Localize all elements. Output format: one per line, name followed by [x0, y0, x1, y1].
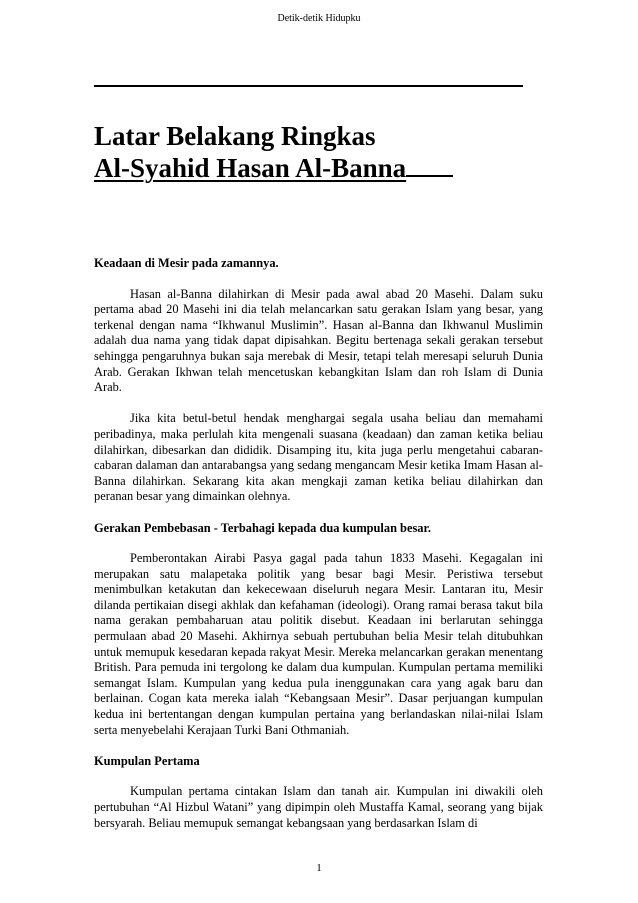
title-trailing-rule: [406, 155, 453, 177]
title-line-2: [94, 152, 453, 184]
paragraph: Kumpulan pertama cintakan Islam dan tanah air. Kumpulan ini diwakili oleh pertubuhan “Al Hizbul Watani” yang dipimpin oleh Mustaffa Kamal, seorang yang bijak bersyarah. Beliau memupuk semangat kebangsaan yang berdasarkan Islam di: [94, 784, 543, 830]
page-title: [94, 120, 453, 184]
page-number: 1: [316, 862, 322, 874]
title-top-rule: [94, 85, 523, 87]
section-heading-kumpulan-pertama: Kumpulan Pertama: [94, 753, 200, 768]
title-line-1: Latar Belakang Ringkas: [94, 121, 376, 151]
running-header: Detik-detik Hidupku: [277, 13, 361, 24]
paragraph: Hasan al-Banna dilahirkan di Mesir pada awal abad 20 Masehi. Dalam suku pertama abad 20 Masehi ini dia telah melancarkan satu gerakan Islam yang besar, yang terkenal dengan nama “Ikhwanul Muslimin”. Hasan al-Banna dan Ikhwanul Muslimin adalah dua nama yang tidak dapat dipisahkan. Begitu bertenaga sekali gerakan tersebut sehingga pengaruhnya bukan saja merebak di Mesir, tetapi telah meresapi seluruh Dunia Arab. Gerakan Ikhwan telah mencetuskan kebangkitan Islam dan roh Islam di Dunia Arab.: [94, 286, 543, 395]
section-heading-keadaan: Keadaan di Mesir pada zamannya.: [94, 256, 279, 270]
paragraph: Pemberontakan Airabi Pasya gagal pada tahun 1833 Masehi. Kegagalan ini merupakan satu malapetaka politik yang besar bagi Mesir. Peristiwa tersebut menimbulkan ketakutan dan kekecewaan diseluruh negara Mesir. Lantaran itu, Mesir dilanda pertikaian disegi akhlak dan kefahaman (ideologi). Orang ramai berasa takut bila nama gerakan pembaharuan atau politik disebut. Keadaan ini berlarutan sehingga permulaan abad 20 Masehi. Akhirnya sebuah pertubuhan belia Mesir telah ditubuhkan untuk memupuk kesedaran kepada rakyat Mesir. Mereka melancarkan gerakan menentang British. Para pemuda ini tergolong ke dalam dua kumpulan. Kumpulan pertama memiliki semangat Islam. Kumpulan yang kedua pula inenggunakan cara yang agak baru dan berlainan. Cogan kata mereka ialah “Kebangsaan Mesir”. Dasar perjuangan kumpulan kedua ini bertentangan dengan kumpulan pertaina yang berlandaskan nilai-nilai Islam serta menyebelahi Kerajaan Turki Bani Othmaniah.: [94, 551, 543, 737]
paragraph: Jika kita betul-betul hendak menghargai segala usaha beliau dan memahami peribadinya, maka perlulah kita mengenali suasana (keadaan) dan zaman ketika beliau dilahirkan, dibesarkan dan dididik. Disamping itu, kita juga perlu mengetahui cabaran-cabaran dalaman dan antarabangsa yang sedang mengancam Mesir ketika Imam Hasan al-Banna dilahirkan. Sekarang kita akan mengkaji zaman ketika beliau dilahirkan dan peranan besar yang dimainkan olehnya.: [94, 411, 543, 504]
title-line-2-text: Al-Syahid Hasan Al-Banna: [94, 153, 407, 183]
document-body: [94, 256, 543, 847]
section-heading-gerakan: Gerakan Pembebasan - Terbahagi kepada dua kumpulan besar.: [94, 520, 431, 535]
